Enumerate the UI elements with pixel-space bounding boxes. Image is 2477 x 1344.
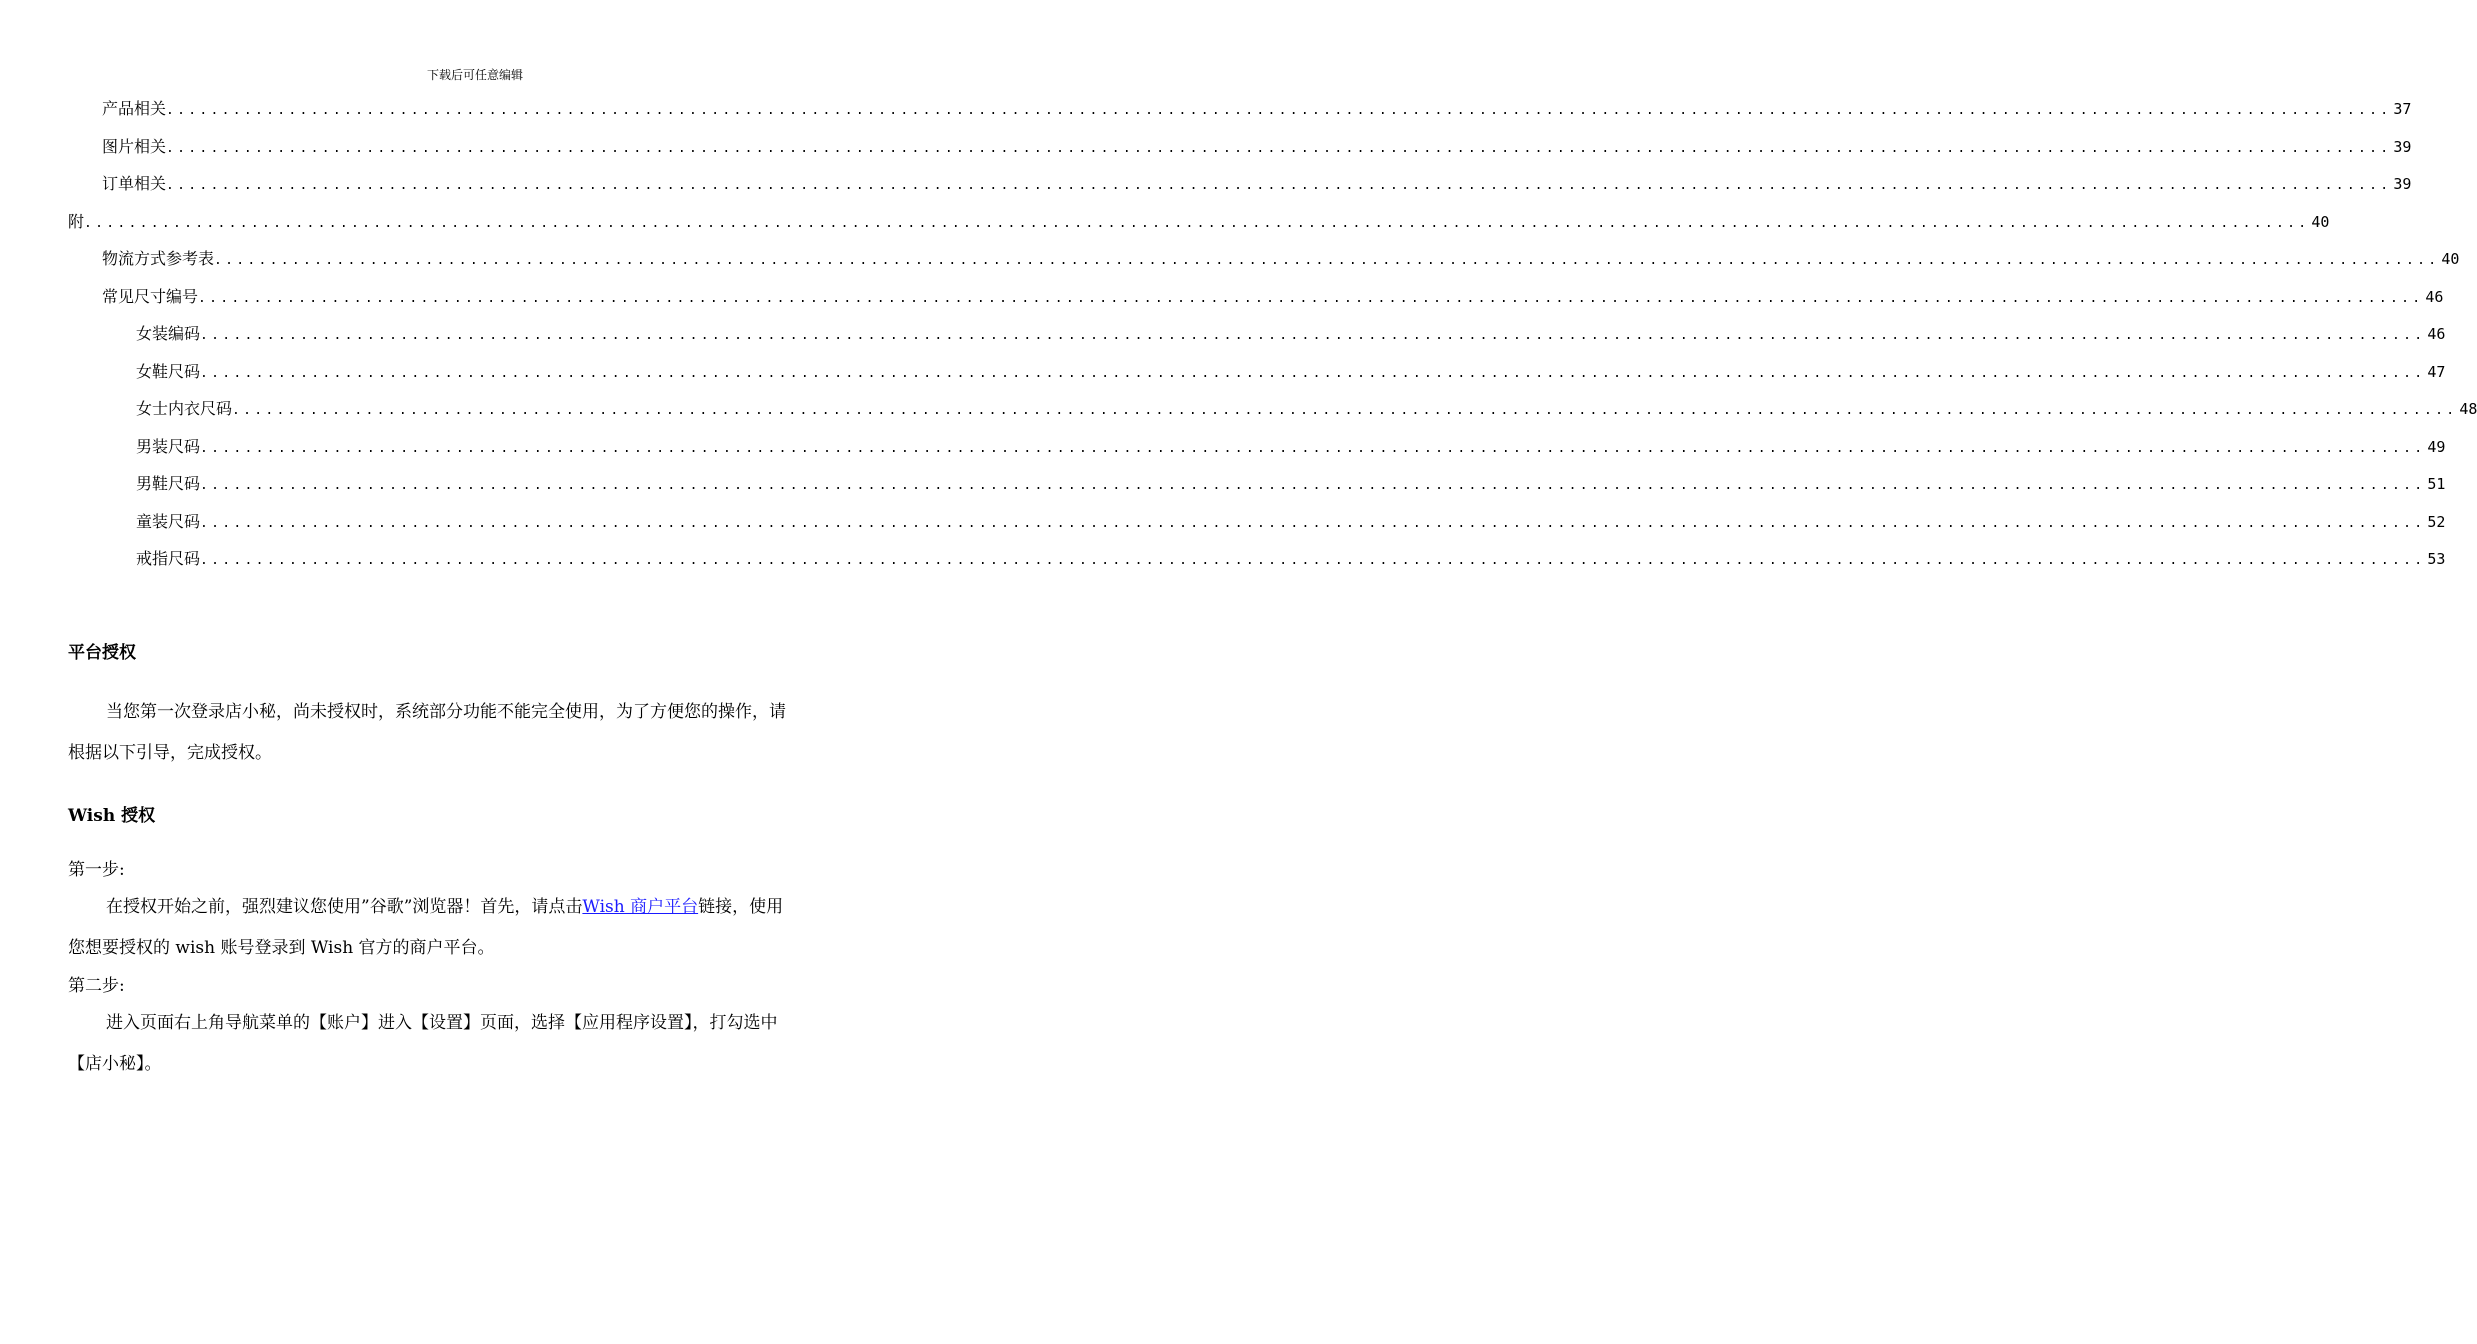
toc-leader-dots: ........................................................................................................................................................................................................ [166, 178, 2392, 193]
toc-entry-label: 男鞋尺码 [136, 474, 201, 493]
toc-entry-page: 51 [2427, 475, 2446, 493]
toc-entry-label: 戒指尺码 [136, 549, 201, 568]
toc-entry-page: 53 [2427, 550, 2446, 568]
wish-merchant-link[interactable]: Wish 商户平台 [582, 897, 699, 917]
toc-entry-label: 物流方式参考表 [102, 249, 215, 268]
toc-entry[interactable] [136, 546, 2446, 570]
step2-line2: 【店小秘】。 [68, 1054, 162, 1074]
toc-entry-page: 39 [2393, 138, 2412, 156]
step1-text-pre: 在授权开始之前，强烈建议您使用”谷歌”浏览器！首先，请点击 [106, 897, 583, 917]
toc-leader-dots: ........................................................................................................................................................................................................ [200, 441, 2426, 456]
toc-entry-page: 40 [2441, 250, 2460, 268]
toc-leader-dots: ........................................................................................................................................................................................................ [166, 103, 2392, 118]
toc-entry-page: 49 [2427, 438, 2446, 456]
section-title-wish-auth: Wish 授权 [68, 806, 156, 826]
toc-entry[interactable] [136, 321, 2446, 345]
section-title-platform-auth: 平台授权 [68, 643, 136, 663]
toc-entry[interactable] [102, 171, 2412, 195]
toc-entry[interactable] [102, 246, 2460, 270]
toc-entry-label: 常见尺寸编号 [102, 287, 199, 306]
toc-leader-dots: ........................................................................................................................................................................................................ [232, 403, 2458, 418]
toc-entry-page: 39 [2393, 175, 2412, 193]
toc-entry[interactable] [68, 209, 2330, 233]
toc-entry-page: 47 [2427, 363, 2446, 381]
toc-leader-dots: ........................................................................................................................................................................................................ [198, 291, 2424, 306]
toc-leader-dots: ........................................................................................................................................................................................................ [200, 328, 2426, 343]
page-header: 下载后可任意编辑 [426, 68, 523, 82]
toc-entry-page: 46 [2427, 325, 2446, 343]
toc-entry-label: 产品相关 [102, 99, 167, 118]
toc-entry-label: 图片相关 [102, 137, 167, 156]
toc-entry[interactable] [136, 509, 2446, 533]
intro-paragraph-line2: 根据以下引导，完成授权。 [68, 743, 272, 763]
toc-leader-dots: ........................................................................................................................................................................................................ [200, 516, 2426, 531]
toc-leader-dots: ........................................................................................................................................................................................................ [84, 216, 2310, 231]
toc-leader-dots: ........................................................................................................................................................................................................ [166, 141, 2392, 156]
toc-leader-dots: ........................................................................................................................................................................................................ [200, 553, 2426, 568]
toc-entry[interactable] [136, 359, 2446, 383]
toc-entry[interactable] [102, 134, 2412, 158]
toc-entry[interactable] [102, 284, 2444, 308]
step1-label: 第一步: [68, 860, 125, 880]
step2-label: 第二步: [68, 976, 125, 996]
step1-text-post: 链接，使用 [698, 897, 784, 917]
toc-entry-label: 女装编码 [136, 324, 201, 343]
toc-entry-page: 48 [2459, 400, 2477, 418]
toc-entry-page: 52 [2427, 513, 2446, 531]
toc-entry-page: 46 [2425, 288, 2444, 306]
toc-entry-page: 40 [2311, 213, 2330, 231]
toc-entry[interactable] [136, 396, 2477, 420]
toc-entry-label: 男装尺码 [136, 437, 201, 456]
toc-entry-label: 订单相关 [102, 174, 167, 193]
toc-leader-dots: ........................................................................................................................................................................................................ [200, 366, 2426, 381]
toc-entry-page: 37 [2393, 100, 2412, 118]
toc-leader-dots: ........................................................................................................................................................................................................ [214, 253, 2440, 268]
step1-line1 [106, 887, 896, 928]
toc-entry[interactable] [136, 434, 2446, 458]
intro-paragraph-line1: 当您第一次登录店小秘，尚未授权时，系统部分功能不能完全使用，为了方便您的操作，请 [106, 702, 786, 722]
toc-leader-dots: ........................................................................................................................................................................................................ [200, 478, 2426, 493]
toc-entry-label: 女鞋尺码 [136, 362, 201, 381]
toc-entry-label: 附 [68, 212, 85, 231]
toc-entry[interactable] [102, 96, 2412, 120]
toc-entry-label: 女士内衣尺码 [136, 399, 233, 418]
toc-entry-label: 童装尺码 [136, 512, 201, 531]
step1-line2: 您想要授权的 wish 账号登录到 Wish 官方的商户平台。 [68, 938, 495, 958]
step2-line1: 进入页面右上角导航菜单的【账户】进入【设置】页面，选择【应用程序设置】，打勾选中 [106, 1013, 778, 1033]
toc-entry[interactable] [136, 471, 2446, 495]
